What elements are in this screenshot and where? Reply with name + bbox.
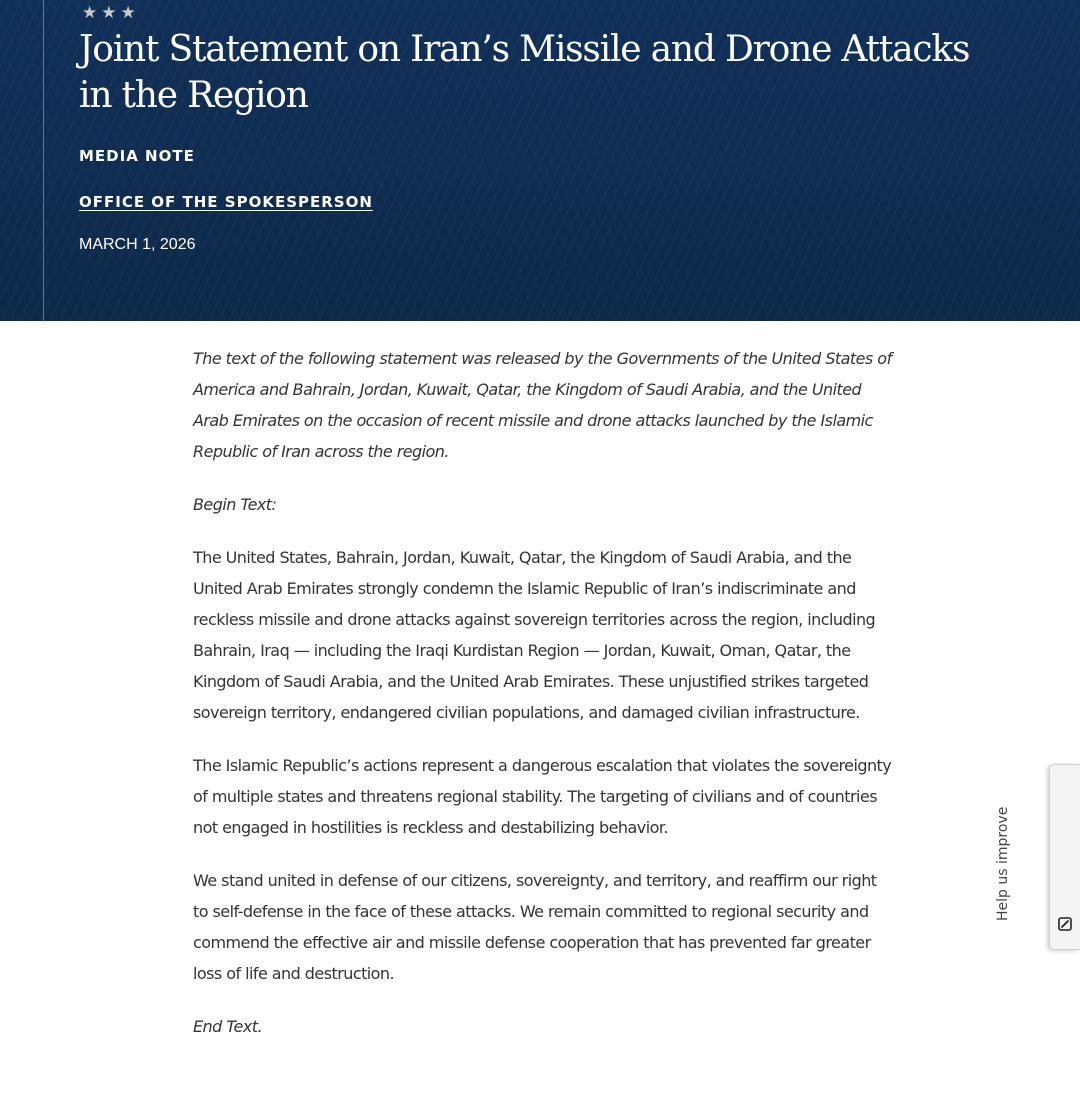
feedback-icon: [1058, 917, 1072, 931]
page-title: Joint Statement on Iran’s Missile and Drone Attacks in the Region: [79, 29, 970, 116]
begin-text-label: Begin Text:: [193, 495, 277, 514]
body-paragraph: The Islamic Republic’s actions represent a dangerous escalation that violates the sovereignty of multiple states and threatens regional stability. The targeting of civilians and of countries not engaged in hostilities is reckless and destabilizing behavior.: [193, 756, 892, 837]
article-type-label: MEDIA NOTE: [79, 147, 195, 165]
intro-paragraph: The text of the following statement was released by the Governments of the United States of America and Bahrain, Jordan, Kuwait, Qatar, the Kingdom of Saudi Arabia, and the United Arab Emirates on the occasion of recent missile and drone attacks launched by the Islamic Republic of Iran across the region.: [193, 349, 892, 461]
end-text-label: End Text.: [193, 1017, 263, 1036]
body-paragraph: We stand united in defense of our citizens, sovereignty, and territory, and reaffirm our right to self-defense in the face of these attacks. We remain committed to regional security and commend the effective air and missile defense cooperation that has prevented far greater loss of life and destruction.: [193, 871, 877, 983]
help-us-improve-button[interactable]: [995, 764, 1080, 950]
publish-date: MARCH 1, 2026: [79, 236, 196, 253]
stars-decoration: ★★★: [82, 3, 140, 23]
office-link[interactable]: OFFICE OF THE SPOKESPERSON: [79, 193, 373, 211]
help-us-improve-label: Help us improve: [995, 806, 1011, 921]
page-banner: [0, 0, 1080, 321]
body-paragraph: The United States, Bahrain, Jordan, Kuwait, Qatar, the Kingdom of Saudi Arabia, and the United Arab Emirates strongly condemn the Islamic Republic of Iran’s indiscriminate and reckless missile and drone attacks against sovereign territories across the region, including Bahrain, Iraq — including the Iraqi Kurdistan Region — Jordan, Kuwait, Oman, Qatar, the Kingdom of Saudi Arabia, and the United Arab Emirates. These unjustified strikes targeted sovereign territory, endangered civilian populations, and damaged civilian infrastructure.: [193, 548, 876, 722]
statement-body: [193, 343, 893, 1064]
banner-vertical-rule: [43, 0, 44, 321]
